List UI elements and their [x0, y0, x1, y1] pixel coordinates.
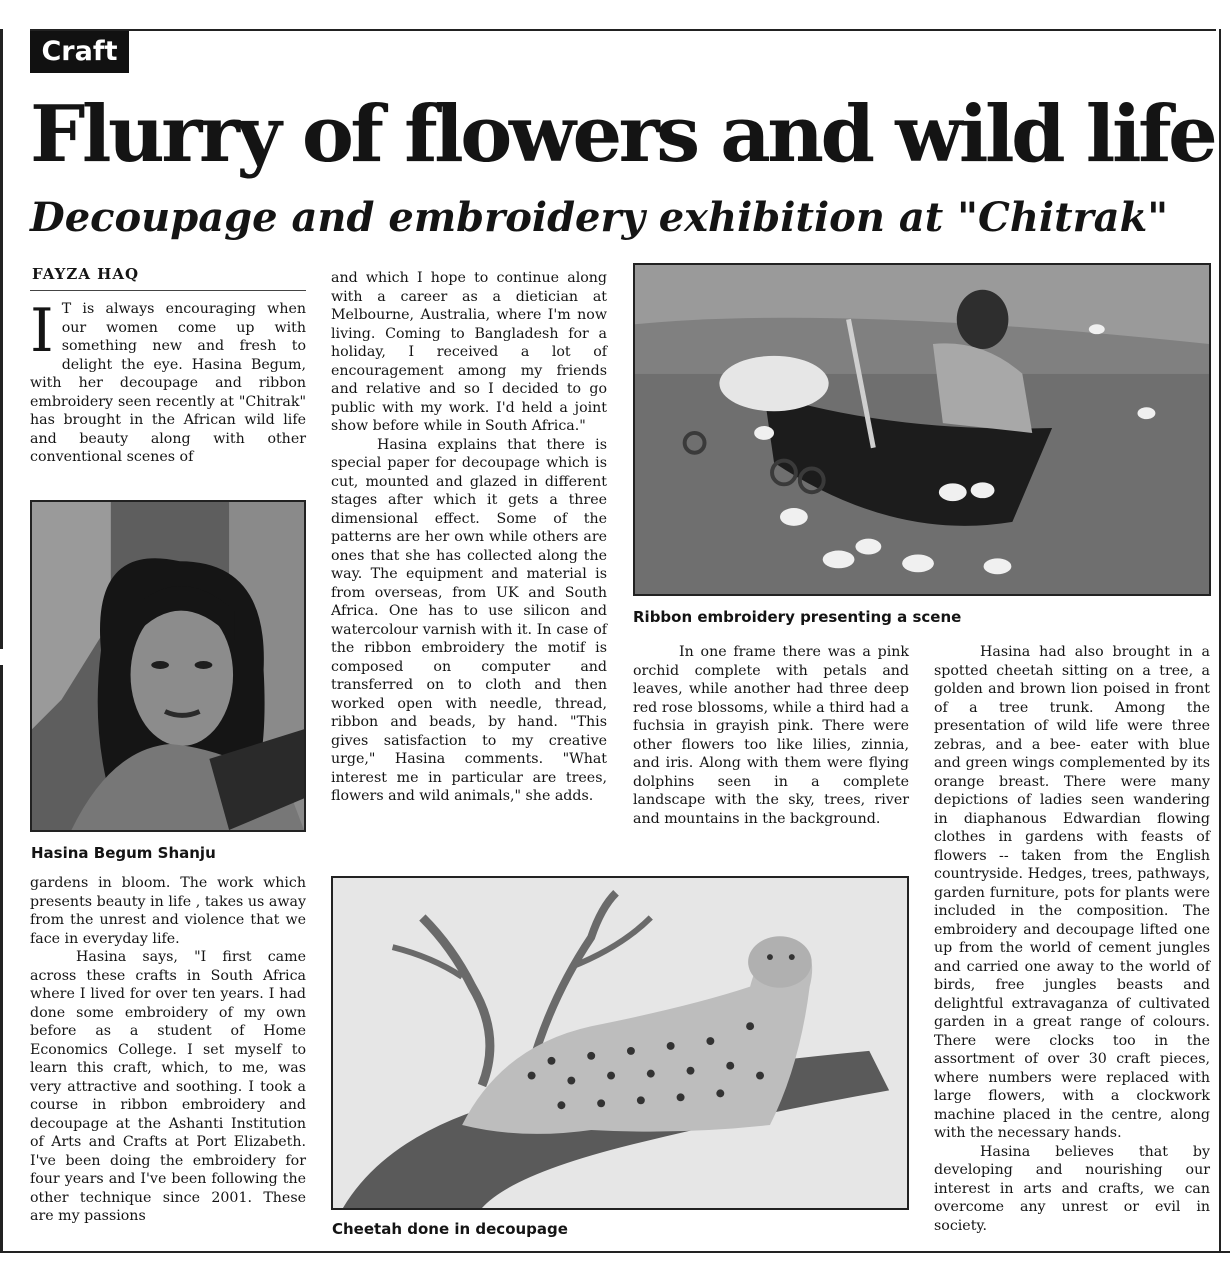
cheetah-decoupage-photo — [331, 876, 909, 1210]
paragraph: Hasina believes that by developing and nourishing our interest in arts and crafts, we can overcome any unrest or evil in society. — [934, 1143, 1210, 1234]
drop-cap: I — [30, 296, 54, 366]
portrait-photo — [30, 500, 306, 832]
paragraph: Hasina had also brought in a spotted cheetah sitting on a tree, a golden and brown lion poised in front of a tree trunk. Among the presentation of wild life were three zebras, and a bee- eater with blue and green wings complemented by its orange breast. There were many depictions of ladies seen wandering in diaphanous Edwardian flowing clothes in gardens with feasts of flowers -- taken from the English countryside. Hedges, trees, pathways, garden furniture, pots for plants were included in the composition. The embroidery and decoupage lifted one up from the world of cement jungles and carried one away to the world of birds, free jungles beasts and delightful extravaganza of cultivated garden in a great range of colours. There were clocks too in the assortment of over 30 craft pieces, where numbers were replaced with large flowers, with a clockwork machine placed in the centre, along with the necessary hands. — [934, 644, 1210, 1141]
boat-scene-image-icon — [635, 265, 1209, 594]
section-tag: Craft — [30, 31, 129, 73]
left-edge-rule-lower — [0, 665, 3, 1251]
cheetah-caption: Cheetah done in decoupage — [332, 1220, 568, 1238]
byline-rule — [30, 290, 306, 291]
article-column-1-top — [30, 296, 306, 467]
paragraph: In one frame there was a pink orchid complete with petals and leaves, while another had three deep red rose blossoms, while a third had a fuchsia in grayish pink. There were other flowers too like lilies, zinnia, and iris. Along with them were flying dolphins seen in a complete landscape with the sky, trees, river and mountains in the background. — [633, 644, 909, 827]
lead-text: T is always encouraging when our women come up with something new and fresh to delight the eye. Hasina Begum, with her decoupage and ribbon embroidery seen recently at "Chitrak" has brought in the African wild life and beauty along with other conventional scenes of — [30, 301, 306, 465]
article-column-3 — [633, 643, 909, 828]
subheadline: Decoupage and embroidery exhibition at "Chitrak" — [30, 194, 1169, 241]
article-column-4 — [934, 643, 1210, 1235]
paragraph: Hasina says, "I first came across these crafts in South Africa where I lived for over ten years. I had done some embroidery of my own before as a student of Home Economics College. I set myself to learn this craft, which, to me, was very attractive and soothing. I took a course in ribbon embroidery and decoupage at the Ashanti Institution of Arts and Crafts at Port Elizabeth. I've been doing the embroidery for four years and I've been following the other technique since 2001. These are my passions — [30, 949, 306, 1224]
ribbon-embroidery-caption: Ribbon embroidery presenting a scene — [633, 608, 962, 626]
byline: FAYZA HAQ — [32, 265, 140, 283]
paragraph: and which I hope to continue along with a career as a dietician at Melbourne, Australia, where I'm now living. Coming to Bangladesh for a holiday, I received a lot of encouragement among my friends and relative and so I decided to go public with my work. I'd held a joint show before while in South Africa." — [331, 270, 607, 434]
article-column-1-bottom — [30, 874, 306, 1226]
headline: Flurry of flowers and wild life — [30, 89, 1215, 180]
paragraph: Hasina explains that there is special paper for decoupage which is cut, mounted and glazed in different stages after which it gets a three dimensional effect. Some of the patterns are her own while others are ones that she has collected along the way. The equipment and material is from overseas, from UK and South Africa. One has to use silicon and watercolour varnish with it. In case of the ribbon embroidery the motif is composed on computer and transferred on to cloth and then worked open with needle, thread, ribbon and beads, by hand. "This gives satisfaction to my creative urge," Hasina comments. "What interest me in particular are trees, flowers and wild animals," she adds. — [331, 436, 607, 804]
left-edge-rule — [0, 29, 3, 649]
ribbon-embroidery-photo — [633, 263, 1211, 596]
lead-paragraph — [30, 296, 306, 467]
portrait-caption: Hasina Begum Shanju — [31, 844, 216, 862]
portrait-image-icon — [32, 502, 304, 830]
cheetah-image-icon — [333, 878, 907, 1208]
paragraph: gardens in bloom. The work which presents beauty in life , takes us away from the unrest and violence that we face in everyday life. — [30, 875, 306, 947]
article-column-2 — [331, 269, 607, 806]
top-rule — [30, 29, 1216, 31]
bottom-rule — [0, 1251, 1230, 1253]
